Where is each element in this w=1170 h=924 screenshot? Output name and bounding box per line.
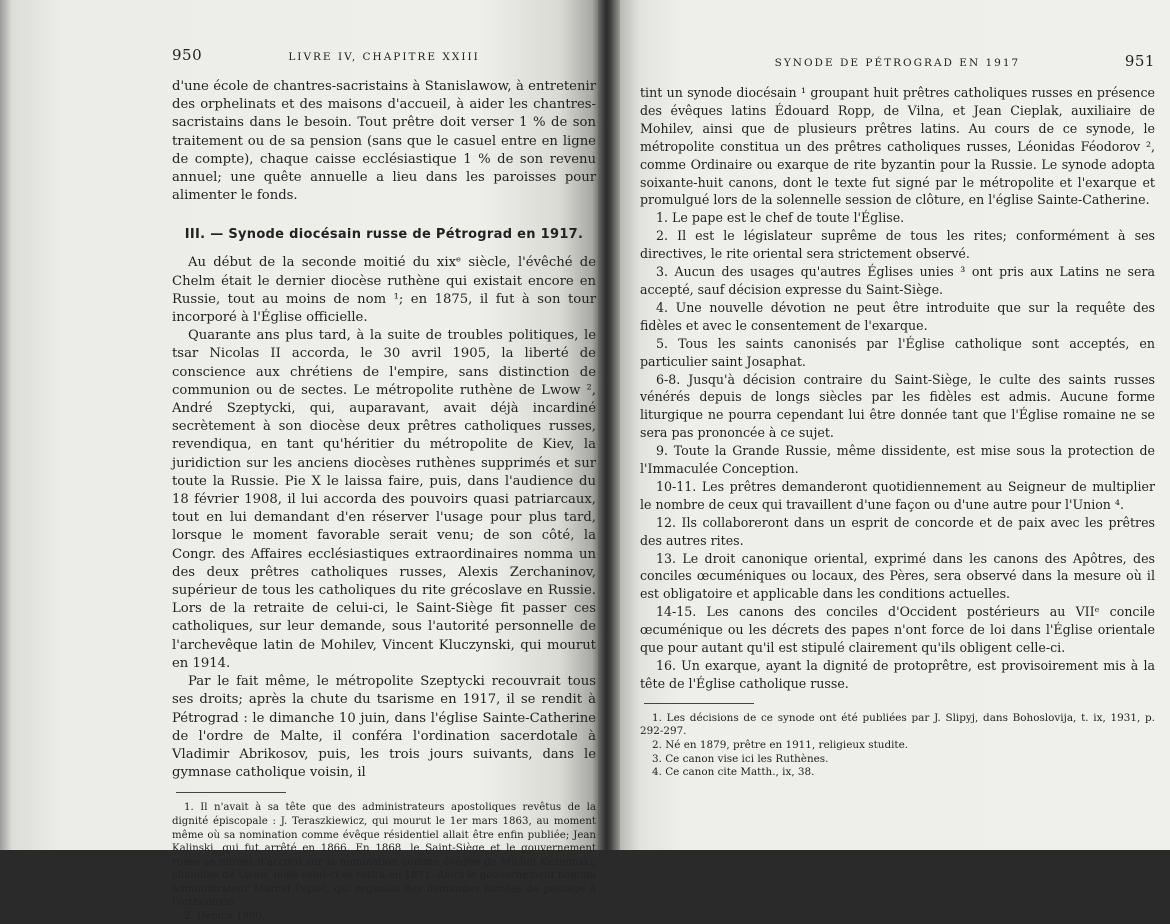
- canon-item: 9. Toute la Grande Russie, même dissidente, est mise sous la protection de l'Immaculée Conception.: [640, 443, 1155, 477]
- left-footnotes: [172, 801, 596, 923]
- canon-item: 14-15. Les canons des conciles d'Occident postérieurs au VIIᵉ concile œcuménique ou les décrets des papes n'ont force de loi dans l'Église orientale que pour autant qu'il est stipulé clairement qu'ils obligent celle-ci.: [640, 604, 1155, 656]
- running-head: SYNODE DE PÉTROGRAD EN 1917: [774, 57, 1021, 69]
- canon-item: 1. Le pape est le chef de toute l'Église.: [656, 210, 905, 226]
- paragraph: Par le fait même, le métropolite Szeptycki recouvrait tous ses droits; après la chute du tsarisme en 1917, il se rendit à Pétrograd : le dimanche 10 juin, dans l'église Sainte-Catherine de l'ordre de Malte, il conféra l'ordination sacerdotale à Vladimir Abrikosov, puis, les trois jours suivants, dans le gymnase catholique voisin, il: [172, 674, 596, 781]
- canon-item: 12. Ils collaboreront dans un esprit de concorde et de paix avec les prêtres des autres rites.: [640, 514, 1155, 548]
- canon-item: 5. Tous les saints canonisés par l'Église catholique sont acceptés, en particulier saint Josaphat.: [640, 335, 1155, 369]
- running-head: LIVRE IV, CHAPITRE XXIII: [288, 51, 480, 63]
- canon-item: 6-8. Jusqu'à décision contraire du Saint-Siège, le culte des saints russes vénérés depuis de longs siècles par les fidèles est admis. Aucune forme liturgique ne pourra cependant lui être donnée tant que l'Église romaine ne se sera pas prononcée à ce sujet.: [640, 371, 1155, 441]
- canon-item: 3. Aucun des usages qu'autres Églises unies ³ ont pris aux Latins ne sera accepté, sauf décision expresse du Saint-Siège.: [640, 264, 1155, 297]
- footnote: 2. Depuis 1900.: [184, 911, 266, 923]
- section-title: III. — Synode diocésain russe de Pétrograd en 1917.: [184, 227, 584, 243]
- footnote-divider: [644, 703, 754, 704]
- right-footnotes: [640, 712, 1155, 780]
- canon-item: 16. Un exarque, ayant la dignité de protoprêtre, est provisoirement mis à la tête de l'Église catholique russe.: [640, 658, 1155, 691]
- left-page-body: [172, 78, 596, 782]
- footnote-divider: [176, 792, 286, 793]
- canon-item: 2. Il est le législateur suprême de tous les rites; conformément à ses directives, le rite oriental sera strictement observé.: [640, 228, 1155, 262]
- page-number: 951: [1124, 52, 1155, 70]
- right-page-body: [640, 84, 1155, 693]
- footnote: 1. Il n'avait à sa tête que des administrateurs apostoliques revêtus de la dignité épiscopale : J. Teraszkiewicz, qui mourut le 1er mars 1863, au moment même où sa nomination comme évêque résidentiel allait être enfin publiée; Jean Kalinski, qui fut arrêté en 1866. En 1868, le Saint-Siège et le gouvernement russe se mirent d'accord sur la nomination comme évêque de Michel Kuziemski, chanoine de Lwow, mais celui-ci se retira en 1871. Alors le gouvernement nomma administrateur Marcel Popiel, qui organisa des demandes forcées de passage à l'orthodoxie.: [172, 802, 596, 909]
- right-page-header: [640, 52, 1155, 70]
- right-page: [620, 0, 1170, 850]
- footnote: 3. Ce canon vise ici les Ruthènes.: [652, 752, 829, 765]
- footnote: 4. Ce canon cite Matth., ix, 38.: [652, 766, 815, 779]
- canon-item: 13. Le droit canonique oriental, exprimé dans les canons des Apôtres, des conciles œcuméniques ou locaux, des Pères, sera observé dans la mesure où il est obligatoire et applicable dans les conditions actuelles.: [640, 550, 1155, 602]
- footnote: 2. Né en 1879, prêtre en 1911, religieux studite.: [652, 739, 909, 751]
- page-number: 950: [172, 46, 203, 64]
- footnote: 1. Les décisions de ce synode ont été publiées par J. Slipyj, dans Bohoslovija, t. ix, 1931, p. 292-297.: [640, 711, 1155, 738]
- right-page-content: [640, 52, 1155, 780]
- paragraph: tint un synode diocésain ¹ groupant huit prêtres catholiques russes en présence des évêques latins Édouard Ropp, de Vilna, et Jean Cieplak, auxiliaire de Mohilev, ainsi que de plusieurs prêtres latins. Au cours de ce synode, le métropolite constitua un des prêtres catholiques russes, Léonidas Féodorov ², comme Ordinaire ou exarque de rite byzantin pour la Russie. Le synode adopta soixante-huit canons, dont le texte fut signé par le métropolite et l'exarque et promulgué lors de la solennelle session de clôture, en l'église Sainte-Catherine.: [640, 85, 1155, 208]
- paragraph: Quarante ans plus tard, à la suite de troubles politiques, le tsar Nicolas II accorda, le 30 avril 1905, la liberté de conscience aux chrétiens de l'empire, sans distinction de communion ou de sectes. Le métropolite ruthène de Lwow ², André Szeptycki, qui, auparavant, avait déjà incardiné secrètement à son diocèse deux prêtres catholiques russes, revendiqua, en tant qu'héritier du métropolite de Kiev, la juridiction sur les anciens diocèses ruthènes supprimés et sur toute la Russie. Pie X le laissa faire, puis, dans l'audience du 18 février 1908, il lui accorda des pouvoirs quasi patriarcaux, tout en lui demandant d'en réserver l'usage pour plus tard, lorsque le moment favorable serait venu; de son côté, la Congr. des Affaires ecclésiastiques extraordinaires nomma un des deux prêtres catholiques russes, Alexis Zerchaninov, supérieur de tous les catholiques du rite grécoslave en Russie. Lors de la retraite de celui-ci, le Saint-Siège fit passer ces catholiques, sur leur demande, sous l'autorité personnelle de l'archevêque latin de Mohilev, Vincent Kluczynski, qui mourut en 1914.: [172, 328, 596, 671]
- left-page-header: [172, 46, 596, 64]
- canon-item: 4. Une nouvelle dévotion ne peut être introduite que sur la requête des fidèles et avec le consentement de l'exarque.: [640, 299, 1155, 333]
- left-page-content: [172, 46, 596, 924]
- canon-item: 10-11. Les prêtres demanderont quotidiennement au Seigneur de multiplier le nombre de ceux qui travaillent d'une façon ou d'une autre pour l'Union ⁴.: [640, 478, 1155, 512]
- paragraph: Au début de la seconde moitié du xixᵉ siècle, l'évêché de Chelm était le dernier diocèse ruthène qui existait encore en Russie, tout au moins de nom ¹; en 1875, il fut à son tour incorporé à l'Église officielle.: [172, 255, 596, 326]
- paragraph: d'une école de chantres-sacristains à Stanislawow, à entretenir des orphelinats et des maisons d'accueil, à aider les chantres-sacristains dans le besoin. Tout prêtre doit verser 1 % de son traitement ou de sa pension (sans que le casuel entre en ligne de compte), chaque caisse ecclésiastique 1 % de son revenu annuel; une quête annuelle a lieu dans les paroisses pour alimenter le fonds.: [172, 79, 596, 204]
- book-gutter: [598, 0, 620, 850]
